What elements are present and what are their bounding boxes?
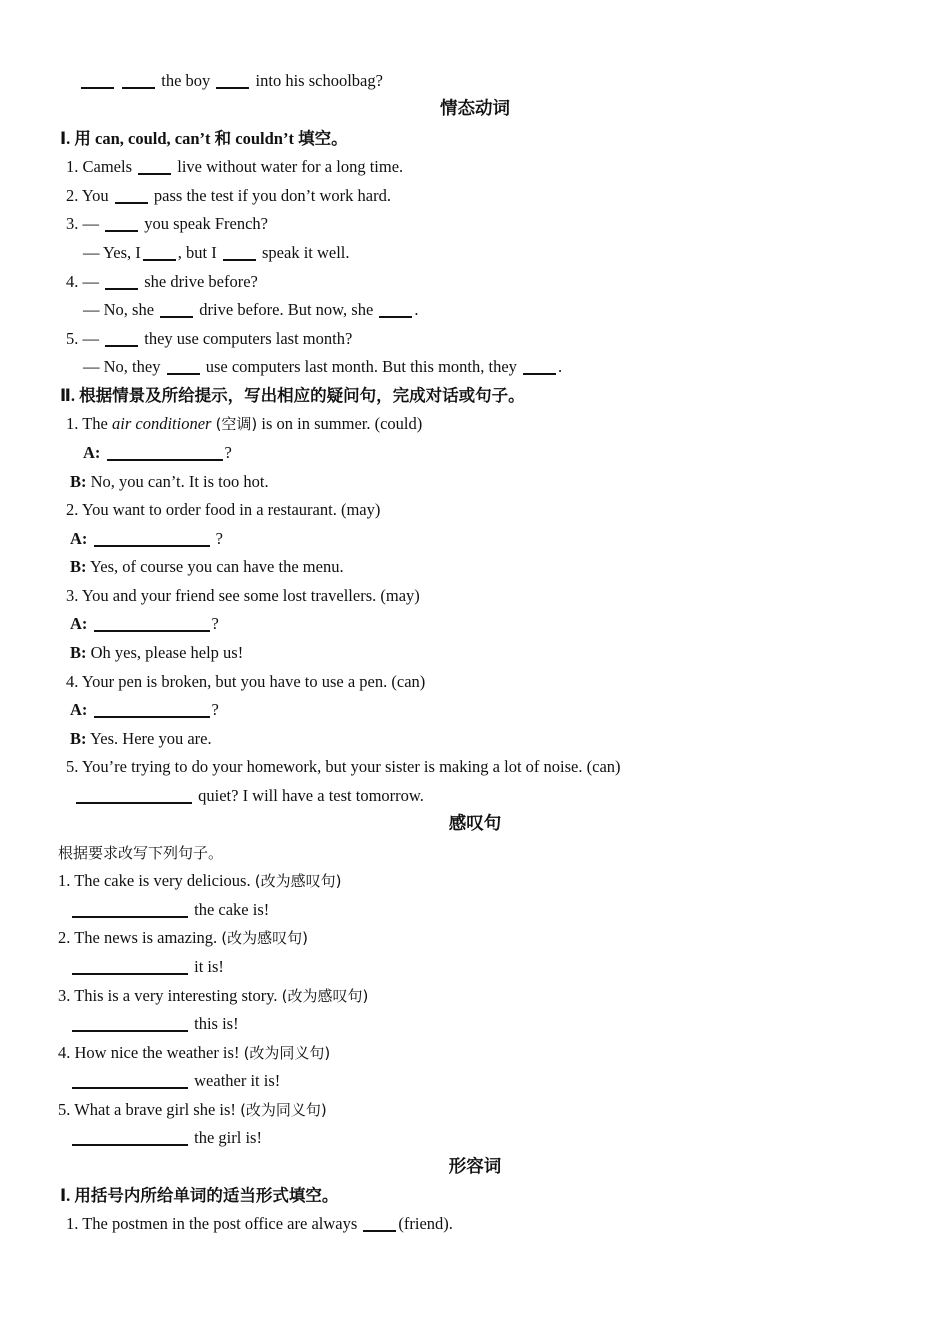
dialogue-q3 bbox=[66, 586, 420, 606]
modal-q4-response bbox=[83, 300, 419, 320]
answer-blank[interactable] bbox=[94, 544, 210, 547]
dialogue-q4-a bbox=[70, 700, 219, 720]
chinese-hint: (改为感叹句) bbox=[221, 929, 309, 947]
response-text: use computers last month. But this month, they bbox=[205, 357, 517, 376]
answer-blank[interactable] bbox=[76, 801, 192, 804]
exclaim-a2 bbox=[70, 957, 224, 977]
modal-q5-response bbox=[83, 357, 562, 377]
roman-numeral: Ⅰ. bbox=[60, 1186, 71, 1205]
response-text: Yes. Here you are. bbox=[90, 729, 212, 748]
answer-blank[interactable] bbox=[105, 344, 138, 347]
heading-text: 根据情景及所给提示，写出相应的疑问句，完成对话或句子。 bbox=[79, 386, 525, 405]
dialogue-q3-a bbox=[70, 614, 219, 634]
response-text: . bbox=[558, 357, 563, 376]
exclaim-a4 bbox=[70, 1071, 280, 1091]
adjective-q1 bbox=[66, 1214, 453, 1234]
dialogue-q4 bbox=[66, 672, 425, 692]
question-text: they use computers last month? bbox=[144, 329, 353, 348]
chinese-hint: (改为同义句) bbox=[243, 1044, 331, 1062]
roman-numeral: Ⅰ. bbox=[60, 129, 71, 148]
dialogue-q5-answer bbox=[74, 786, 424, 806]
punctuation: ? bbox=[215, 529, 223, 548]
response-text: — Yes, I bbox=[83, 243, 141, 262]
dialogue-q2-b bbox=[70, 557, 344, 577]
question-text: she drive before? bbox=[144, 272, 258, 291]
speaker-label: A: bbox=[70, 529, 88, 548]
dialogue-q5 bbox=[66, 757, 621, 777]
dash: — bbox=[82, 272, 99, 291]
question-number: 4. bbox=[66, 272, 79, 291]
dash: — bbox=[82, 329, 99, 348]
punctuation: ? bbox=[224, 443, 232, 462]
dialogue-q1-b bbox=[70, 472, 269, 492]
response-text: Oh yes, please help us! bbox=[90, 643, 244, 662]
dialogue-q3-b bbox=[70, 643, 243, 663]
question-text: 1. The cake is very delicious. bbox=[58, 871, 251, 890]
question-text: 1. The postmen in the post office are always bbox=[66, 1214, 358, 1233]
speaker-label: B: bbox=[70, 643, 87, 662]
answer-blank[interactable] bbox=[81, 86, 114, 89]
response-text: No, you can’t. It is too hot. bbox=[90, 472, 269, 491]
top-line-after: into his schoolbag? bbox=[255, 71, 383, 90]
modal-q1 bbox=[66, 157, 403, 177]
response-text: speak it well. bbox=[262, 243, 350, 262]
answer-blank[interactable] bbox=[72, 1029, 188, 1032]
response-text: — No, she bbox=[83, 300, 155, 319]
answer-blank[interactable] bbox=[363, 1229, 396, 1232]
question-text: is on in summer. (could) bbox=[261, 414, 423, 433]
modal-part1-heading bbox=[60, 129, 348, 149]
question-italic: air conditioner bbox=[111, 414, 212, 433]
adjective-heading bbox=[60, 1186, 338, 1206]
answer-blank[interactable] bbox=[143, 258, 176, 261]
answer-text: it is! bbox=[194, 957, 224, 976]
response-text: , but I bbox=[177, 243, 217, 262]
exclaim-a1 bbox=[70, 900, 269, 920]
punctuation: ? bbox=[211, 700, 219, 719]
answer-blank[interactable] bbox=[72, 1143, 188, 1146]
answer-blank[interactable] bbox=[107, 458, 223, 461]
question-text: Camels bbox=[82, 157, 132, 176]
question-text: live without water for a long time. bbox=[177, 157, 404, 176]
answer-blank[interactable] bbox=[115, 201, 148, 204]
speaker-label: A: bbox=[70, 700, 88, 719]
response-text: . bbox=[414, 300, 419, 319]
dialogue-q4-b bbox=[70, 729, 212, 749]
answer-blank[interactable] bbox=[138, 172, 171, 175]
answer-blank[interactable] bbox=[94, 715, 210, 718]
speaker-label: B: bbox=[70, 472, 87, 491]
section-title-adjective: 形容词 bbox=[448, 1157, 502, 1177]
dash: — bbox=[82, 214, 99, 233]
response-text: Yes, of course you can have the menu. bbox=[90, 557, 344, 576]
question-text: 4. Your pen is broken, but you have to use a pen. (can) bbox=[66, 672, 426, 691]
question-text: 5. You’re trying to do your homework, but your sister is making a lot of noise. (can) bbox=[66, 757, 621, 776]
response-text: — No, they bbox=[83, 357, 161, 376]
chinese-hint: (改为同义句) bbox=[240, 1101, 327, 1119]
answer-blank[interactable] bbox=[122, 86, 155, 89]
exclaim-a3 bbox=[70, 1014, 239, 1034]
answer-blank[interactable] bbox=[379, 315, 412, 318]
question-number: 1. bbox=[66, 157, 79, 176]
question-number: 2. bbox=[66, 186, 79, 205]
section-title-modal: 情态动词 bbox=[440, 99, 510, 119]
answer-blank[interactable] bbox=[523, 372, 556, 375]
modal-part2-heading bbox=[60, 386, 525, 406]
speaker-label: B: bbox=[70, 729, 87, 748]
answer-blank[interactable] bbox=[105, 229, 138, 232]
chinese-hint: (改为感叹句) bbox=[254, 872, 342, 890]
dialogue-q2-a bbox=[70, 529, 223, 549]
question-number: 5. bbox=[66, 329, 79, 348]
exclaim-a5 bbox=[70, 1128, 262, 1148]
top-continuation-line bbox=[79, 71, 383, 91]
speaker-label: A: bbox=[83, 443, 101, 462]
chinese-hint: (空调) bbox=[215, 415, 258, 433]
question-text: 2. The news is amazing. bbox=[58, 928, 218, 947]
dialogue-q2 bbox=[66, 500, 380, 520]
answer-blank[interactable] bbox=[72, 1086, 188, 1089]
answer-text: this is! bbox=[194, 1014, 239, 1033]
dialogue-q1 bbox=[66, 414, 422, 434]
section-title-exclamation: 感叹句 bbox=[448, 814, 502, 834]
question-text: 3. This is a very interesting story. bbox=[58, 986, 278, 1005]
question-text: 1. The bbox=[66, 414, 108, 433]
question-text: 3. You and your friend see some lost travellers. (may) bbox=[66, 586, 420, 605]
exclaim-q5 bbox=[58, 1100, 327, 1120]
punctuation: ? bbox=[211, 614, 219, 633]
exclaim-q2 bbox=[58, 928, 308, 948]
question-text: pass the test if you don’t work hard. bbox=[153, 186, 391, 205]
speaker-label: B: bbox=[70, 557, 87, 576]
question-text: you speak French? bbox=[144, 214, 268, 233]
answer-text: weather it is! bbox=[194, 1071, 281, 1090]
response-text: drive before. But now, she bbox=[199, 300, 374, 319]
modal-q5 bbox=[66, 329, 352, 349]
answer-text: the cake is! bbox=[194, 900, 270, 919]
modal-q4 bbox=[66, 272, 258, 292]
modal-q3 bbox=[66, 214, 268, 234]
question-text: 4. How nice the weather is! bbox=[58, 1043, 240, 1062]
modal-q2 bbox=[66, 186, 391, 206]
answer-blank[interactable] bbox=[105, 287, 138, 290]
question-text: 2. You want to order food in a restaurant. (may) bbox=[66, 500, 381, 519]
top-line-text: the boy bbox=[161, 71, 211, 90]
answer-blank[interactable] bbox=[72, 915, 188, 918]
chinese-hint: (改为感叹句) bbox=[281, 987, 369, 1005]
exclaim-instruction: 根据要求改写下列句子。 bbox=[58, 844, 224, 862]
answer-blank[interactable] bbox=[167, 372, 200, 375]
question-text: You bbox=[81, 186, 109, 205]
answer-blank[interactable] bbox=[160, 315, 193, 318]
modal-q3-response bbox=[83, 243, 350, 263]
question-text: 5. What a brave girl she is! bbox=[58, 1100, 236, 1119]
heading-text: 用括号内所给单词的适当形式填空。 bbox=[74, 1186, 339, 1205]
answer-text: quiet? I will have a test tomorrow. bbox=[198, 786, 424, 805]
answer-blank[interactable] bbox=[216, 86, 249, 89]
answer-text: the girl is! bbox=[194, 1128, 262, 1147]
question-number: 3. bbox=[66, 214, 79, 233]
exclaim-q1 bbox=[58, 871, 341, 891]
heading-text: 用 can, could, can’t 和 couldn’t 填空。 bbox=[74, 129, 348, 148]
answer-blank[interactable] bbox=[223, 258, 256, 261]
word-hint: (friend). bbox=[398, 1214, 453, 1233]
dialogue-q1-a bbox=[83, 443, 232, 463]
speaker-label: A: bbox=[70, 614, 88, 633]
exclaim-q3 bbox=[58, 986, 368, 1006]
roman-numeral: Ⅱ. bbox=[60, 386, 75, 405]
answer-blank[interactable] bbox=[94, 629, 210, 632]
answer-blank[interactable] bbox=[72, 972, 188, 975]
exclaim-q4 bbox=[58, 1043, 330, 1063]
